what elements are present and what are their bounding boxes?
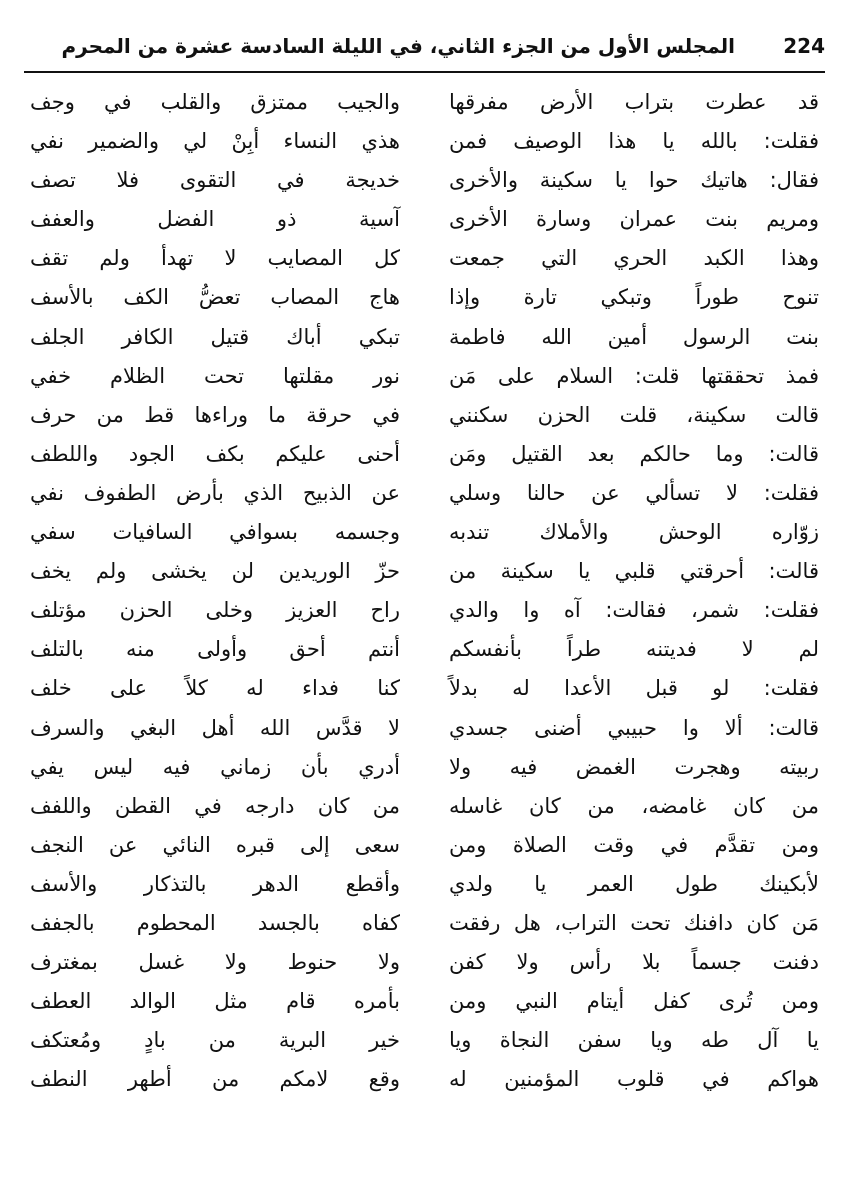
left-verse-line: راح العزيز وخلى الحزن مؤتلف [30, 598, 400, 623]
left-verse-line: لا قدَّس الله أهل البغي والسرف [30, 715, 400, 740]
left-verse-line: سعى إلى قبره النائي عن النجف [30, 832, 400, 857]
left-verse-line: كنا فداء له كلاً على خلف [30, 676, 400, 701]
left-verse-line: تبكي أباك قتيل الكافر الجلف [30, 324, 400, 349]
left-verse-line: أنتم أحق وأولى منه بالتلف [30, 637, 400, 662]
right-verse-line: يا آل طه ويا سفن النجاة ويا [449, 1028, 819, 1053]
right-verse-line: بنت الرسول أمين الله فاطمة [449, 324, 819, 349]
header-divider [24, 71, 825, 73]
right-verse-line: فقال: هاتيك حوا يا سكينة والأخرى [449, 168, 819, 193]
left-verse-line: ولا حنوط ولا غسل بمغترف [30, 950, 400, 975]
left-verse-line: من كان دارجه في القطن واللفف [30, 793, 400, 818]
right-verse-line: من كان غامضه، من كان غاسله [449, 793, 819, 818]
left-verse-line: خير البرية من بادٍ ومُعتكف [30, 1028, 400, 1053]
right-verse-line: فقلت: لو قبل الأعدا له بدلاً [449, 676, 819, 701]
left-verse-line: حزّ الوريدين لن يخشى ولم يخف [30, 559, 400, 584]
left-verse-line: بأمره قام مثل الوالد العطف [30, 989, 400, 1014]
right-verse-line: فقلت: شمر، فقالت: آه وا والدي [449, 598, 819, 623]
left-verse-line: وأقطع الدهر بالتذكار والأسف [30, 871, 400, 896]
right-verse-line: هواكم في قلوب المؤمنين له [449, 1067, 819, 1092]
left-verse-line: كل المصايب لا تهدأ ولم تقف [30, 246, 400, 271]
right-verse-line: وهذا الكبد الحري التي جمعت [449, 246, 819, 271]
right-verse-line: قالت: أحرقتي قلبي يا سكينة من [449, 559, 819, 584]
right-verse-line: لأبكينك طول العمر يا ولدي [449, 871, 819, 896]
left-verse-line: عن الذبيح الذي بأرض الطفوف نفي [30, 480, 400, 505]
right-verse-line: تنوح طوراً وتبكي تارة وإذا [449, 285, 819, 310]
poem-left-column [30, 83, 400, 1099]
right-verse-line: زوّاره الوحش والأملاك تندبه [449, 520, 819, 545]
left-verse-line: والجيب ممتزق والقلب في وجف [30, 90, 400, 114]
page-number: 224 [783, 34, 825, 58]
right-verse-line: قالت: ألا وا حبيبي أضنى جسدي [449, 715, 819, 740]
left-verse-line: هذي النساء أبِنْ لي والضمير نفي [30, 129, 400, 154]
right-verse-line: ومريم بنت عمران وسارة الأخرى [449, 207, 819, 232]
right-verse-line: لم لا فديتنه طراً بأنفسكم [449, 637, 819, 662]
right-verse-line: قد عطرت بتراب الأرض مفرقها [449, 90, 819, 114]
poem-right-column [449, 83, 819, 1099]
right-verse-line: فقلت: بالله يا هذا الوصيف فمن [449, 129, 819, 154]
right-verse-line: مَن كان دافنك تحت التراب، هل رفقت [449, 910, 819, 935]
running-title: المجلس الأول من الجزء الثاني، في الليلة السادسة عشرة من المحرم [61, 34, 735, 58]
left-verse-line: وجسمه بسوافي السافيات سفي [30, 520, 400, 545]
left-verse-line: كفاه بالجسد المحطوم بالجفف [30, 910, 400, 935]
left-verse-line: هاج المصاب تعضُّ الكف بالأسف [30, 285, 400, 310]
right-verse-line: فمذ تحققتها قلت: السلام على مَن [449, 363, 819, 388]
page-header [24, 30, 825, 66]
left-verse-line: في حرقة ما وراءها قط من حرف [30, 402, 400, 427]
right-verse-line: دفنت جسماً بلا رأس ولا كفن [449, 950, 819, 975]
right-verse-line: قالت: وما حالكم بعد القتيل ومَن [449, 441, 819, 466]
right-verse-line: فقلت: لا تسألي عن حالنا وسلي [449, 480, 819, 505]
right-verse-line: قالت سكينة، قلت الحزن سكنني [449, 402, 819, 427]
left-verse-line: نور مقلتها تحت الظلام خفي [30, 363, 400, 388]
left-verse-line: أدري بأن زماني فيه ليس يفي [30, 754, 400, 779]
left-verse-line: آسية ذو الفضل والعفف [30, 207, 400, 232]
right-verse-line: ربيته وهجرت الغمض فيه ولا [449, 754, 819, 779]
right-verse-line: ومن تقدَّم في وقت الصلاة ومن [449, 832, 819, 857]
left-verse-line: خديجة في التقوى فلا تصف [30, 168, 400, 193]
left-verse-line: أحنى عليكم بكف الجود واللطف [30, 441, 400, 466]
left-verse-line: وقع لامكم من أطهر النطف [30, 1067, 400, 1092]
right-verse-line: ومن تُرى كفل أيتام النبي ومن [449, 989, 819, 1014]
